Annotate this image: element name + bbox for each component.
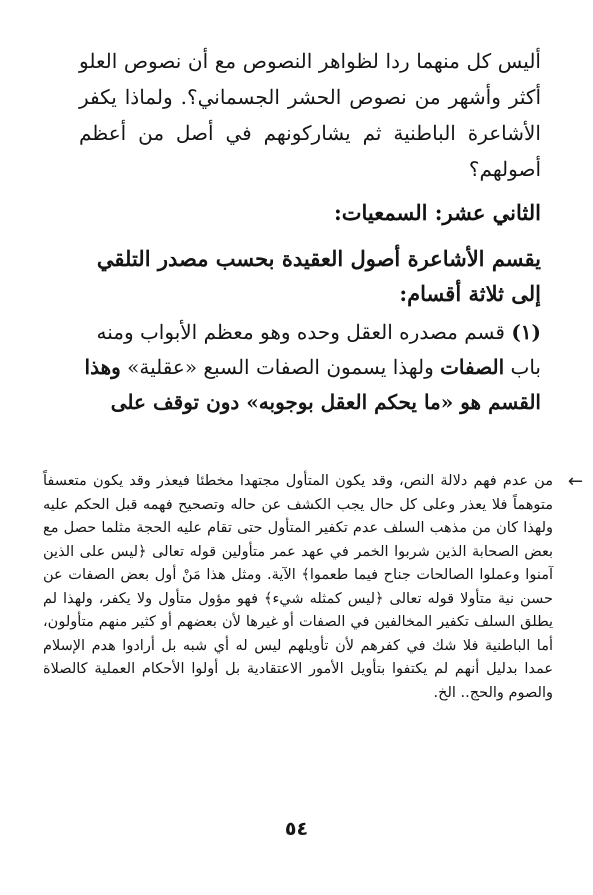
list-item-1 [79,315,541,420]
item-bold-a: الصفات [440,355,505,379]
footnote-area [43,470,583,705]
footnote: من عدم فهم دلالة النص، وقد يكون المتأول مجتهدا مخطئا فيعذر وقد يكون متعسفاً متوهماً فلا يعذر وعلى كل حال يجب الكشف عن حاله وتصحيح فهمه قبل الحكم عليه ولهذا كان من مذهب السلف عدم تكفير المتأول حتى تقام عليه الحجة مثلما حصل مع بعض الصحابة الذين شربوا الخمر في عهد عمر متأولين قوله تعالى ﴿ليس على الذين آمنوا وعملوا الصالحات جناح فيما طعموا﴾ الآية. ومثل هذا مَنْ أول بعض الصفات عن حسن نية متأولا قوله تعالى ﴿ليس كمثله شيء﴾ فهو مؤول متأول ولا يكفر، ولهذا لم يطلق السلف تكفير المخالفين في الصفات أو غيرها لأن بعضهم أو كثير منهم متأولون، أما الباطنية فلا شك في كفرهم لأن تأويلهم ليس له أي شبه بل أرادوا هدم الإسلام عمدا بدليل أنهم لم يكتفوا بتأويل الأمور الاعتقادية بل أولوا الأحكام العملية كالصلاة والصوم والحج.. الخ. [43,473,553,701]
item-text-b: ولهذا يسمون الصفات السبع «عقلية» [120,355,434,379]
intro-paragraph: يقسم الأشاعرة أصول العقيدة بحسب مصدر التلقي إلى ثلاثة أقسام: [96,246,541,306]
section-heading: الثاني عشر: السمعيات: [333,200,541,225]
paragraph-1: أليس كل منهما ردا لظواهر النصوص مع أن نصوص العلو أكثر وأشهر من نصوص الحشر الجسماني؟. ولماذا يكفر الأشاعرة الباطنية ثم يشاركونهم في أصل من أعظم أصولهم؟ [79,49,541,181]
continuation-arrow-icon: ← [567,471,583,492]
item-text-a: قسم مصدره العقل وحده وهو معظم الأبواب ومنه باب [96,320,541,379]
page-number: ٥٤ [284,818,309,840]
item-number: (١) [511,320,541,344]
main-text [79,43,541,420]
item-bold-b: وهذا القسم هو «ما يحكم العقل بوجوبه» دون توقف على [84,355,541,414]
